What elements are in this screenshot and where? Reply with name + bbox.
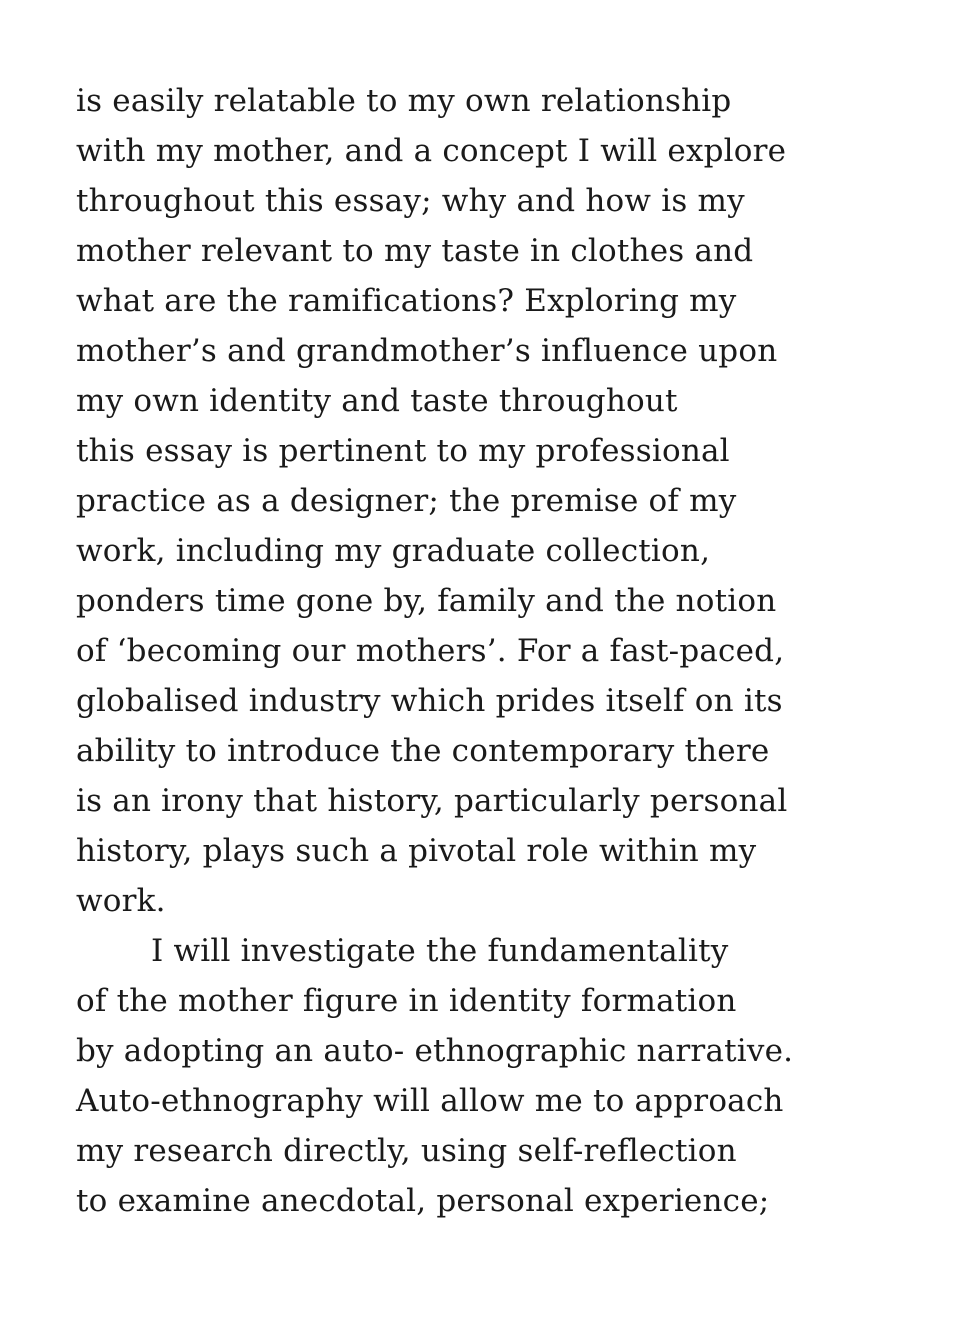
text-line: work. — [76, 883, 166, 919]
text-line: throughout this essay; why and how is my — [76, 183, 745, 219]
paragraph-2 — [76, 926, 936, 1226]
text-line: my own identity and taste throughout — [76, 383, 678, 419]
text-line: ponders time gone by, family and the notion — [76, 583, 777, 619]
text-line: I will investigate the fundamentality — [151, 933, 729, 969]
text-line: Auto-ethnography will allow me to approach — [76, 1083, 784, 1119]
text-line: this essay is pertinent to my professional — [76, 433, 730, 469]
text-line: of the mother figure in identity formation — [76, 983, 737, 1019]
text-line: with my mother, and a concept I will explore — [76, 133, 787, 169]
text-line: of ‘becoming our mothers’. For a fast-paced, — [76, 633, 785, 669]
text-line: to examine anecdotal, personal experience; — [76, 1183, 770, 1219]
text-line: is an irony that history, particularly personal — [76, 783, 788, 819]
text-line: ability to introduce the contemporary there — [76, 733, 770, 769]
text-line: mother relevant to my taste in clothes and — [76, 233, 754, 269]
text-line: is easily relatable to my own relationship — [76, 83, 732, 119]
text-line: practice as a designer; the premise of my — [76, 483, 737, 519]
text-line: what are the ramifications? Exploring my — [76, 283, 737, 319]
text-line: globalised industry which prides itself on its — [76, 683, 783, 719]
text-line: my research directly, using self-reflection — [76, 1133, 737, 1169]
text-line: work, including my graduate collection, — [76, 533, 711, 569]
text-line: mother’s and grandmother’s influence upon — [76, 333, 778, 369]
body-text — [76, 76, 936, 1226]
paragraph-1 — [76, 76, 936, 926]
text-line: by adopting an auto- ethnographic narrative. — [76, 1033, 794, 1069]
text-line: history, plays such a pivotal role within my — [76, 833, 757, 869]
